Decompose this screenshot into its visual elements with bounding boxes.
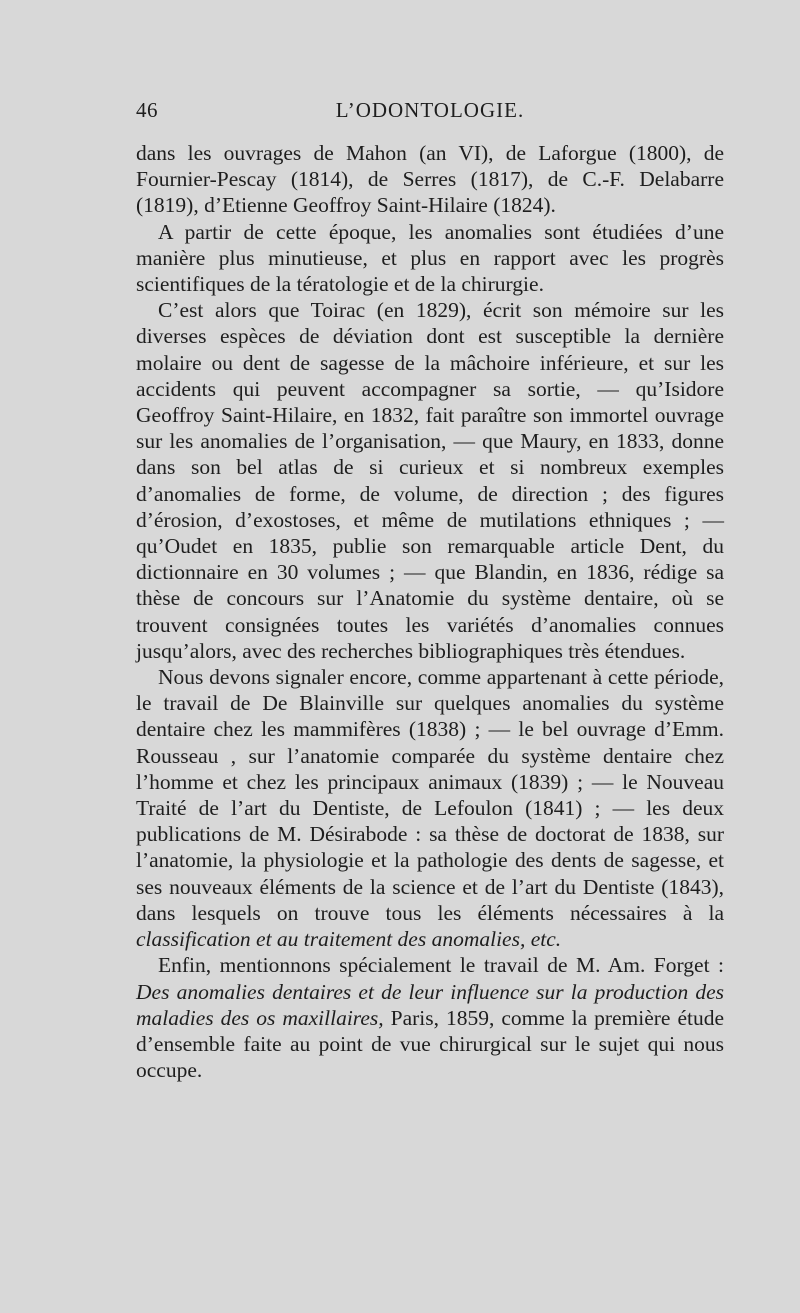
paragraph-4-text: Nous devons signaler encore, comme appartenant à cette période, le travail de De Blainville sur quelques anomalies du système dentaire chez les mammifères (1838) ; — le bel ouvrage d’Emm. Rousseau , sur l’anatomie comparée du système dentaire chez l’homme et chez les principaux animaux (1839) ; — le Nouveau Traité de l’art du Dentiste, de Lefoulon (1841) ; — les deux publications de M. Désirabode : sa thèse de doctorat de 1838, sur l’anatomie, la physiologie et la pathologie des dents de sagesse, et ses nouveaux éléments de la science et de l’art du Dentiste (1843), dans lesquels on trouve tous les éléments nécessaires à la bbox=[136, 665, 724, 925]
paragraph-3: C’est alors que Toirac (en 1829), écrit son mémoire sur les diverses espèces de déviation dont est susceptible la dernière molaire ou dent de sagesse de la mâchoire inférieure, et sur les accidents qui peuvent accompagner sa sortie, — qu’Isidore Geoffroy Saint-Hilaire, en 1832, fait paraître son immortel ouvrage sur les anomalies de l’organisation, — que Maury, en 1833, donne dans son bel atlas de si curieux et si nombreux exemples d’anomalies de forme, de volume, de direction ; des figures d’érosion, d’exostoses, et même de mutilations ethniques ; — qu’Oudet en 1835, publie son remarquable article Dent, du dictionnaire en 30 volumes ; — que Blandin, en 1836, rédige sa thèse de concours sur l’Anatomie du système dentaire, où se trouvent consignées toutes les variétés d’anomalies connues jusqu’alors, avec des recherches bibliographiques très étendues. bbox=[136, 298, 724, 663]
paragraph-5 bbox=[136, 952, 724, 1083]
running-title: L’ODONTOLOGIE. bbox=[335, 98, 525, 122]
paragraph-2: A partir de cette époque, les anomalies sont étudiées d’une manière plus minutieuse, et plus en rapport avec les progrès scientifiques de la tératologie et de la chirurgie. bbox=[136, 219, 724, 297]
paragraph-1: dans les ouvrages de Mahon (an VI), de Laforgue (1800), de Fournier-Pescay (1814), de Serres (1817), de C.-F. Delabarre (1819), d’Etienne Geoffroy Saint-Hilaire (1824). bbox=[136, 141, 724, 218]
paragraph-5-italic-title: Des anomalies dentaires et de leur influence sur la production des maladies des os maxillaires, bbox=[136, 979, 724, 1030]
body-text bbox=[136, 140, 724, 1083]
page-header bbox=[136, 98, 724, 128]
paragraph-5-text-b: Paris, 1859, comme la première étude d’ensemble faite au point de vue chirurgical sur le sujet qui nous occupe. bbox=[136, 1005, 725, 1083]
page-number: 46 bbox=[136, 98, 158, 122]
paragraph-5-text-a: Enfin, mentionnons spécialement le travail de M. Am. Forget : bbox=[158, 953, 724, 978]
paragraph-4-italic: classification et au traitement des anomalies, etc. bbox=[136, 927, 562, 952]
paragraph-4 bbox=[136, 664, 724, 952]
